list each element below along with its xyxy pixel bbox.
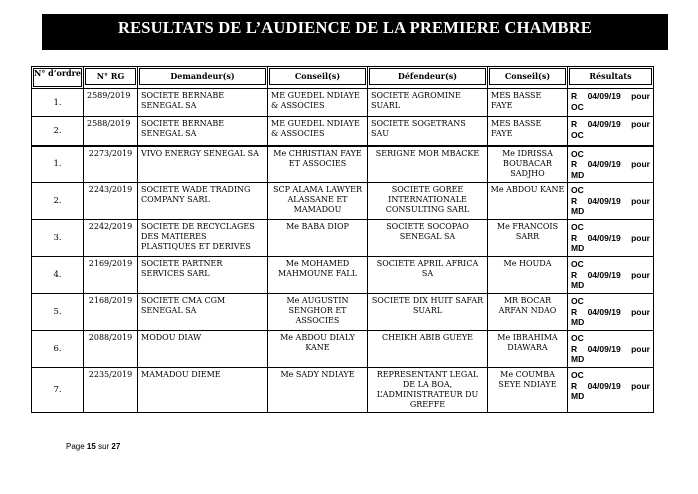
conseil-demandeur-cell: Me ABDOU DIALY KANE — [268, 331, 368, 368]
table-row — [32, 331, 654, 368]
resultat-cell: R 04/09/19 pour OC — [568, 117, 654, 146]
demandeur-cell: VIVO ENERGY SENEGAL SA — [138, 146, 268, 183]
conseil-defendeur-cell: Me HOUDA — [488, 257, 568, 294]
rg-cell: 2243/2019 — [84, 183, 138, 220]
table-row — [32, 183, 654, 220]
defendeur-cell: SOCIETE APRIL AFRICA SA — [368, 257, 488, 294]
rg-cell: 2273/2019 — [84, 146, 138, 183]
table-row — [32, 117, 654, 146]
rg-cell: 2242/2019 — [84, 220, 138, 257]
rg-cell: 2169/2019 — [84, 257, 138, 294]
resultat-cell: OC R 04/09/19 pour MD — [568, 220, 654, 257]
table-row — [32, 294, 654, 331]
conseil-demandeur-cell: SCP ALAMA LAWYER ALASSANE ET MAMADOU — [268, 183, 368, 220]
table-row — [32, 368, 654, 413]
demandeur-cell: MAMADOU DIEME — [138, 368, 268, 413]
resultat-cell: OC R 04/09/19 pour MD — [568, 331, 654, 368]
conseil-defendeur-cell: Me FRANCOIS SARR — [488, 220, 568, 257]
table-row — [32, 146, 654, 183]
demandeur-cell: SOCIETE BERNABE SENEGAL SA — [138, 117, 268, 146]
header-conseil-demandeur: Conseil(s) — [269, 68, 366, 85]
conseil-demandeur-cell: ME GUEDEL NDIAYE & ASSOCIES — [268, 117, 368, 146]
header-no-rg: N° RG — [85, 68, 136, 85]
resultat-cell: R 04/09/19 pour OC — [568, 89, 654, 117]
demandeur-cell: SOCIETE WADE TRADING COMPANY SARL — [138, 183, 268, 220]
defendeur-cell: REPRESENTANT LEGAL DE LA BOA, L’ADMINISTRATEUR DU GREFFE — [368, 368, 488, 413]
defendeur-cell: SOCIETE GOREE INTERNATIONALE CONSULTING SARL — [368, 183, 488, 220]
conseil-demandeur-cell: Me CHRISTIAN FAYE ET ASSOCIES — [268, 146, 368, 183]
resultat-cell: OC R 04/09/19 pour MD — [568, 183, 654, 220]
defendeur-cell: SOCIETE SOCOPAO SENEGAL SA — [368, 220, 488, 257]
defendeur-cell: SERIGNE MOR MBACKE — [368, 146, 488, 183]
conseil-demandeur-cell: Me BABA DIOP — [268, 220, 368, 257]
conseil-defendeur-cell: MR BOCAR ARFAN NDAO — [488, 294, 568, 331]
conseil-defendeur-cell: Me ABDOU KANE — [488, 183, 568, 220]
conseil-defendeur-cell: MES BASSE FAYE — [488, 117, 568, 146]
results-table — [31, 66, 654, 413]
ordre-cell: 1. — [32, 146, 84, 183]
ordre-cell: 6. — [32, 331, 84, 368]
page-word: Page — [66, 442, 85, 451]
resultat-cell: OC R 04/09/19 pour MD — [568, 257, 654, 294]
demandeur-cell: SOCIETE BERNABE SENEGAL SA — [138, 89, 268, 117]
conseil-defendeur-cell: Me COUMBA SEYE NDIAYE — [488, 368, 568, 413]
ordre-cell: 2. — [32, 117, 84, 146]
header-demandeur: Demandeur(s) — [139, 68, 266, 85]
page-total: 27 — [111, 442, 121, 451]
table-row — [32, 257, 654, 294]
conseil-demandeur-cell: Me MOHAMED MAHMOUNE FALL — [268, 257, 368, 294]
conseil-demandeur-cell: Me AUGUSTIN SENGHOR ET ASSOCIES — [268, 294, 368, 331]
demandeur-cell: SOCIETE DE RECYCLAGES DES MATIERES PLASTIQUES ET DERIVES — [138, 220, 268, 257]
demandeur-cell: SOCIETE PARTNER SERVICES SARL — [138, 257, 268, 294]
rg-cell: 2168/2019 — [84, 294, 138, 331]
conseil-demandeur-cell: Me SADY NDIAYE — [268, 368, 368, 413]
ordre-cell: 1. — [32, 89, 84, 117]
resultat-cell: OC R 04/09/19 pour MD — [568, 368, 654, 413]
table-row — [32, 220, 654, 257]
conseil-demandeur-cell: ME GUEDEL NDIAYE & ASSOCIES — [268, 89, 368, 117]
table-row — [32, 89, 654, 117]
header-conseil-defendeur: Conseil(s) — [489, 68, 566, 85]
ordre-cell: 7. — [32, 368, 84, 413]
resultat-cell: OC R 04/09/19 pour MD — [568, 294, 654, 331]
header-no-ordre: N° d’ordre — [33, 68, 82, 87]
resultat-cell: OC R 04/09/19 pour MD — [568, 146, 654, 183]
defendeur-cell: SOCIETE AGROMINE SUARL — [368, 89, 488, 117]
ordre-cell: 5. — [32, 294, 84, 331]
ordre-cell: 3. — [32, 220, 84, 257]
page-title-banner — [42, 14, 668, 50]
table-header-row — [32, 67, 654, 89]
rg-cell: 2589/2019 — [84, 89, 138, 117]
defendeur-cell: SOCIETE DIX HUIT SAFAR SUARL — [368, 294, 488, 331]
conseil-defendeur-cell: Me IDRISSA BOUBACAR SADJHO — [488, 146, 568, 183]
page-footer — [66, 442, 120, 451]
rg-cell: 2235/2019 — [84, 368, 138, 413]
ordre-cell: 2. — [32, 183, 84, 220]
rg-cell: 2088/2019 — [84, 331, 138, 368]
demandeur-cell: SOCIETE CMA CGM SENEGAL SA — [138, 294, 268, 331]
header-defendeur: Défendeur(s) — [369, 68, 486, 85]
header-resultats: Résultats — [569, 68, 652, 85]
page-sur: sur — [98, 442, 110, 451]
conseil-defendeur-cell: Me IBRAHIMA DIAWARA — [488, 331, 568, 368]
page-number: 15 — [86, 442, 96, 451]
defendeur-cell: SOCIETE SOGETRANS SAU — [368, 117, 488, 146]
defendeur-cell: CHEIKH ABIB GUEYE — [368, 331, 488, 368]
ordre-cell: 4. — [32, 257, 84, 294]
rg-cell: 2588/2019 — [84, 117, 138, 146]
demandeur-cell: MODOU DIAW — [138, 331, 268, 368]
conseil-defendeur-cell: MES BASSE FAYE — [488, 89, 568, 117]
page-title: RESULTATS DE L’AUDIENCE DE LA PREMIERE CHAMBRE — [117, 18, 593, 37]
